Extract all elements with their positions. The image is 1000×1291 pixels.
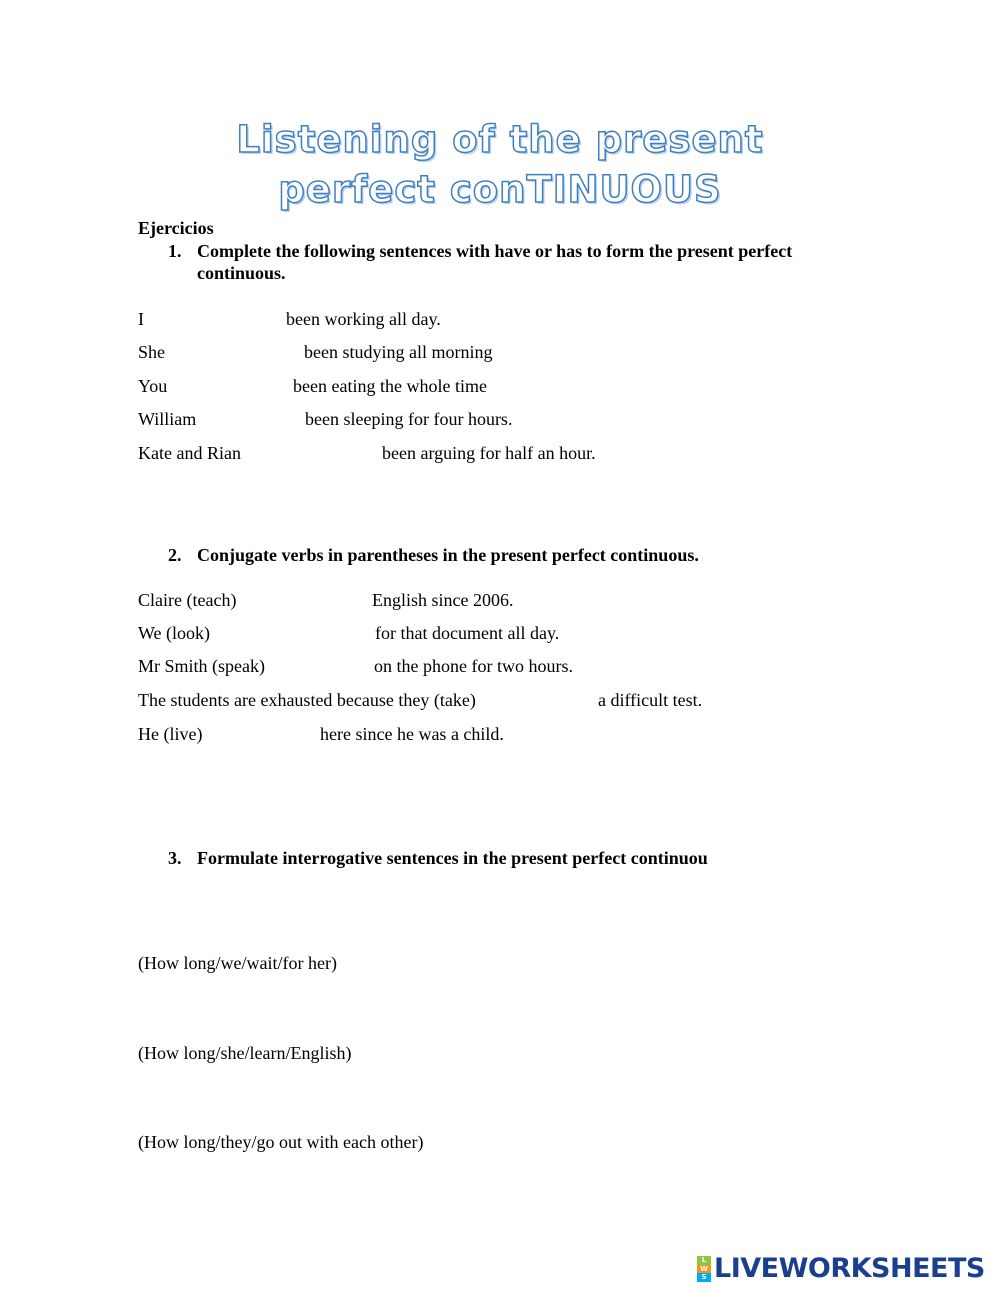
s2-row-5-prompt: He (live) (138, 724, 203, 744)
s1-row-2-subject: She (138, 342, 165, 362)
s2-row-3-prompt: Mr Smith (speak) (138, 656, 265, 676)
s3-prompt-1: (How long/we/wait/for her) (138, 953, 337, 973)
exercises-heading: Ejercicios (138, 218, 214, 238)
section-1-instruction-line-1: Complete the following sentences with have or has to form the present perfect (197, 241, 793, 261)
s2-row-4-prompt: The students are exhausted because they (take) (138, 690, 476, 710)
s2-row-3-rest: on the phone for two hours. (374, 656, 573, 676)
s2-row-1-prompt: Claire (teach) (138, 590, 237, 610)
s2-row-5-rest: here since he was a child. (320, 724, 504, 744)
liveworksheets-logo (697, 1252, 985, 1286)
liveworksheets-logo-text: LIVEWORKSHEETS (714, 1253, 985, 1284)
s2-row-1-rest: English since 2006. (372, 590, 514, 610)
s3-prompt-2: (How long/she/learn/English) (138, 1043, 352, 1063)
s2-row-2-rest: for that document all day. (375, 623, 560, 643)
s1-row-5-subject: Kate and Rian (138, 443, 241, 463)
s1-row-3-rest: been eating the whole time (293, 376, 487, 396)
s2-row-2-prompt: We (look) (138, 623, 211, 643)
section-3-number: 3. (168, 848, 182, 868)
s1-row-3-subject: You (138, 376, 168, 396)
s3-prompt-3: (How long/they/go out with each other) (138, 1132, 424, 1152)
section-1-number: 1. (168, 241, 182, 261)
s1-row-1-subject: I (138, 309, 144, 329)
s1-row-1-rest: been working all day. (286, 309, 441, 329)
logo-icon-letter-w: W (697, 1265, 711, 1274)
logo-icon-letter-l: L (697, 1256, 711, 1265)
s1-row-2-rest: been studying all morning (304, 342, 493, 362)
section-2-number: 2. (168, 545, 182, 565)
s1-row-4-subject: William (138, 409, 197, 429)
liveworksheets-logo-icon (697, 1256, 711, 1282)
section-2-instruction: Conjugate verbs in parentheses in the present perfect continuous. (197, 545, 699, 565)
section-1-instruction-line-2: continuous. (197, 263, 286, 283)
logo-icon-letter-s: S (697, 1273, 711, 1282)
s2-row-4-rest: a difficult test. (598, 690, 703, 710)
worksheet-title-line-1: Listening of the present (236, 118, 764, 161)
s1-row-5-rest: been arguing for half an hour. (382, 443, 596, 463)
s1-row-4-rest: been sleeping for four hours. (305, 409, 513, 429)
section-3-instruction: Formulate interrogative sentences in the present perfect continuou (197, 848, 708, 868)
worksheet-title-line-2: perfect conTINUOUS (278, 168, 722, 211)
